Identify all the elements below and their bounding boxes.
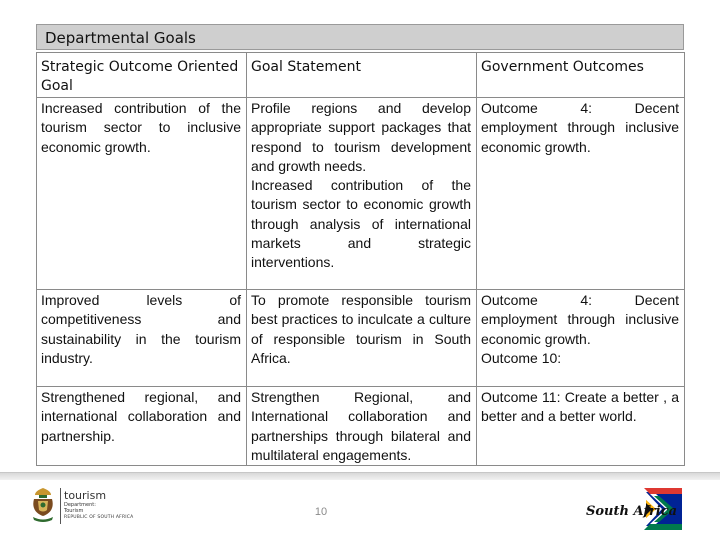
goal-cell <box>37 98 247 290</box>
outcome-text: Outcome 10: <box>481 349 562 366</box>
section-title: Departmental Goals <box>36 24 684 50</box>
outcome-cell <box>477 98 685 290</box>
brand-logo-text: South Africa <box>586 504 678 519</box>
outcome-text: Outcome 11: Create a better , a better and a better world. <box>481 389 679 425</box>
statement-text: Profile regions and develop appropriate support packages that respond to tourism development and growth needs. <box>251 100 471 174</box>
statement-text: Strengthen Regional, and International collaboration and partnerships through bilateral and multilateral engagements. <box>251 389 471 463</box>
goal-text: Improved levels of competitiveness and sustainability in the tourism industry. <box>41 292 241 366</box>
statement-text: To promote responsible tourism best practices to inculcate a culture of responsible tourism in South Africa. <box>251 292 471 366</box>
column-header-statement: Goal Statement <box>247 53 477 98</box>
footer-divider <box>0 472 720 480</box>
department-logo-line1: Department: <box>64 502 96 508</box>
department-name <box>64 490 133 522</box>
goals-table <box>36 52 685 466</box>
outcome-text: Outcome 4: Decent employment through inclusive economic growth. <box>481 100 679 155</box>
table-row <box>37 387 685 466</box>
goal-text: Increased contribution of the tourism sector to inclusive economic growth. <box>41 100 241 155</box>
department-logo-line3: REPUBLIC OF SOUTH AFRICA <box>64 515 134 520</box>
statement-cell <box>247 290 477 387</box>
statement-text: Increased contribution of the tourism sector to economic growth through analysis of international markets and strategic interventions. <box>251 177 471 271</box>
department-logo-name: tourism <box>64 489 107 502</box>
column-header-goal: Strategic Outcome Oriented Goal <box>37 53 247 98</box>
outcome-cell <box>477 290 685 387</box>
south-africa-brand-logo <box>584 486 684 532</box>
department-logo <box>24 486 174 530</box>
goal-text: Strengthened regional, and international collaboration and partnership. <box>41 389 241 444</box>
statement-cell <box>247 387 477 466</box>
statement-cell <box>247 98 477 290</box>
table-header-row <box>37 53 685 98</box>
coat-of-arms-icon <box>30 486 56 526</box>
outcome-cell <box>477 387 685 466</box>
goal-cell <box>37 290 247 387</box>
logo-divider <box>60 488 61 524</box>
table-row <box>37 290 685 387</box>
page-number: 10 <box>314 506 328 518</box>
outcome-text: Outcome 4: Decent employment through inclusive economic growth. <box>481 292 679 347</box>
goal-cell <box>37 387 247 466</box>
column-header-outcomes: Government Outcomes <box>477 53 685 98</box>
department-logo-line2: Tourism <box>64 508 84 514</box>
table-row <box>37 98 685 290</box>
